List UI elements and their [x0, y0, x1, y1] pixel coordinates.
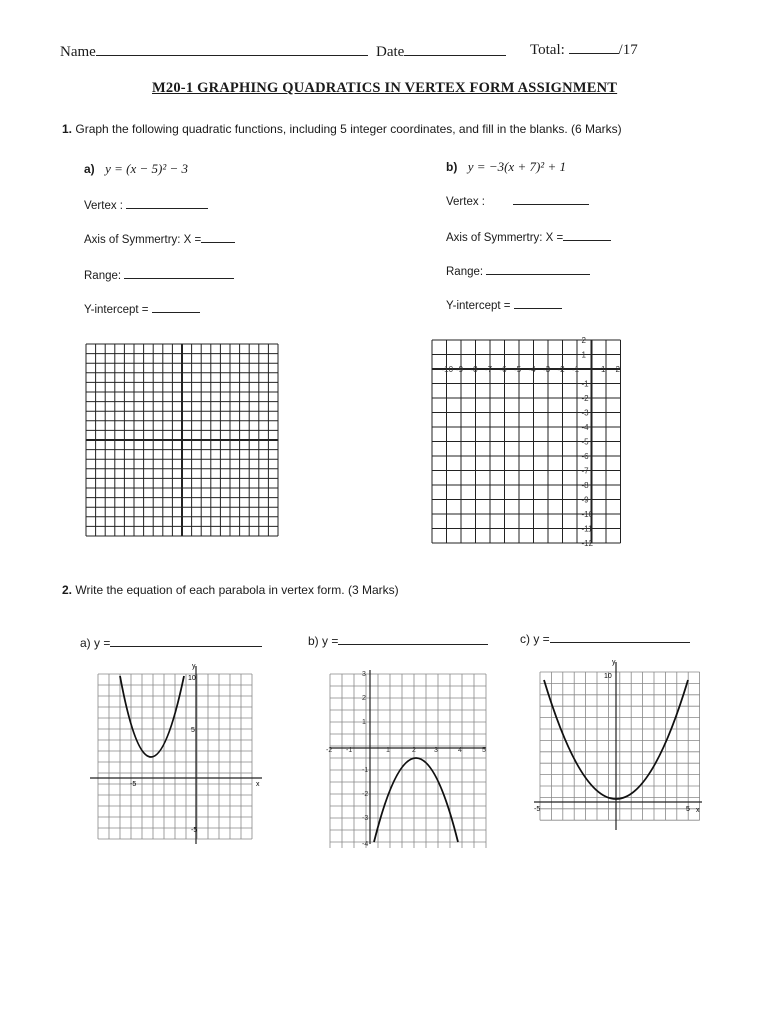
q1a-range[interactable]: Range:: [84, 270, 234, 282]
q2c-ylabel: y: [612, 659, 616, 666]
q2b-y-tick: -1: [362, 767, 369, 774]
name-label: Name: [60, 44, 96, 60]
q2b-x-tick: 1: [386, 747, 390, 754]
q1a-yint[interactable]: Y-intercept =: [84, 304, 200, 316]
q1b-x-tick: -1: [572, 365, 580, 374]
q2b-x-tick: 2: [412, 747, 416, 754]
q1a-vertex[interactable]: Vertex :: [84, 200, 208, 212]
q1b-yint[interactable]: Y-intercept =: [446, 300, 562, 312]
q2-prompt: 2. Write the equation of each parabola in vertex form. (3 Marks): [62, 583, 399, 597]
q2b-x-tick: -1: [346, 747, 353, 754]
q1b-x-tick: -8: [470, 365, 478, 374]
q2a-neg-label: -5: [191, 827, 198, 834]
q2a-graph: [86, 660, 266, 846]
q2a-ylabel: y: [192, 663, 196, 670]
q2b-y-tick: -3: [362, 815, 369, 822]
q2c-posx-label: 5: [686, 806, 690, 813]
date-label: Date: [376, 44, 405, 60]
q1b-y-tick: -7: [581, 466, 589, 476]
q1-prompt: 1. Graph the following quadratic functions, including 5 integer coordinates, and fill in the blanks. (6 Marks): [62, 122, 622, 136]
q1b-range[interactable]: Range:: [446, 266, 590, 278]
q1b-x-tick: -3: [543, 365, 551, 374]
q1b-y-tick: -11: [581, 524, 593, 534]
q1b-y-tick: -6: [581, 452, 589, 461]
total-field[interactable]: [530, 42, 638, 59]
q1b-x-tick: -5: [514, 365, 522, 374]
q2b-y-tick: 3: [362, 671, 366, 678]
q2b-y-tick: -4: [362, 841, 369, 848]
q2c-graph: [530, 658, 706, 834]
q1b-axis[interactable]: Axis of Symmertry: X =: [446, 232, 611, 244]
q1b-vertex[interactable]: Vertex :: [446, 196, 589, 208]
q2a-top-label: 10: [188, 675, 196, 682]
q1b-y-tick: -12: [581, 539, 594, 546]
q2b-y-tick: -2: [362, 791, 369, 798]
q1b-y-tick: 1: [581, 350, 586, 360]
q1b-y-tick: -4: [581, 423, 589, 432]
q2b-answer[interactable]: b) y =: [308, 634, 488, 648]
q1b-grid[interactable]: [426, 336, 630, 546]
q1b-equation: b) y = −3(x + 7)² + 1: [446, 159, 566, 174]
q2b-y-tick: 2: [362, 695, 366, 702]
q2b-x-tick: -2: [326, 747, 333, 754]
q1b-y-tick: -2: [581, 394, 589, 403]
q2b-graph: [316, 664, 492, 848]
q1a-grid[interactable]: [84, 342, 280, 544]
q1b-y-tick: 2: [581, 336, 586, 345]
q1b-y-tick: -10: [581, 510, 594, 519]
q1b-y-tick: -9: [581, 495, 589, 505]
q2a-negx-label: -5: [130, 781, 137, 788]
q1b-x-tick: -7: [485, 365, 493, 374]
q1b-x-tick: -6: [499, 365, 507, 374]
q1b-y-tick: -8: [581, 481, 589, 490]
q1a-axis[interactable]: Axis of Symmertry: X =: [84, 234, 235, 246]
q2c-top-label: 10: [604, 673, 612, 680]
q1b-x-tick: 2: [615, 365, 620, 374]
q2b-x-tick: 3: [434, 747, 438, 754]
q1b-x-tick: -4: [528, 365, 536, 374]
q2a-parabola: [120, 676, 184, 757]
q2a-mid-label: 5: [191, 727, 195, 734]
page-title: M20-1 GRAPHING QUADRATICS IN VERTEX FORM ASSIGNMENT: [152, 80, 618, 96]
date-field[interactable]: [376, 44, 506, 61]
total-label: Total:: [530, 42, 565, 58]
q2b-x-tick: 4: [458, 747, 462, 754]
q2b-parabola: [374, 758, 458, 842]
q2c-negx-label: -5: [534, 806, 541, 813]
q2a-xlabel: x: [256, 781, 260, 788]
q1b-x-tick: 1: [601, 365, 606, 374]
q1b-x-tick: -10: [441, 365, 454, 374]
q1b-y-tick: -5: [581, 437, 589, 447]
q2a-answer[interactable]: a) y =: [80, 636, 262, 650]
q1b-y-tick: -3: [581, 408, 589, 418]
q1b-y-tick: -1: [581, 379, 589, 389]
q1b-x-tick: -9: [456, 365, 464, 374]
q2c-answer[interactable]: c) y =: [520, 632, 690, 646]
q2b-y-tick: 1: [362, 719, 366, 726]
q1a-equation: a) y = (x − 5)² − 3: [84, 161, 189, 176]
name-field[interactable]: [60, 44, 368, 61]
q2c-xlabel: x: [696, 807, 700, 814]
total-value: /17: [618, 42, 638, 58]
q1b-x-tick: -2: [557, 365, 565, 374]
q2b-x-tick: 5: [482, 747, 486, 754]
